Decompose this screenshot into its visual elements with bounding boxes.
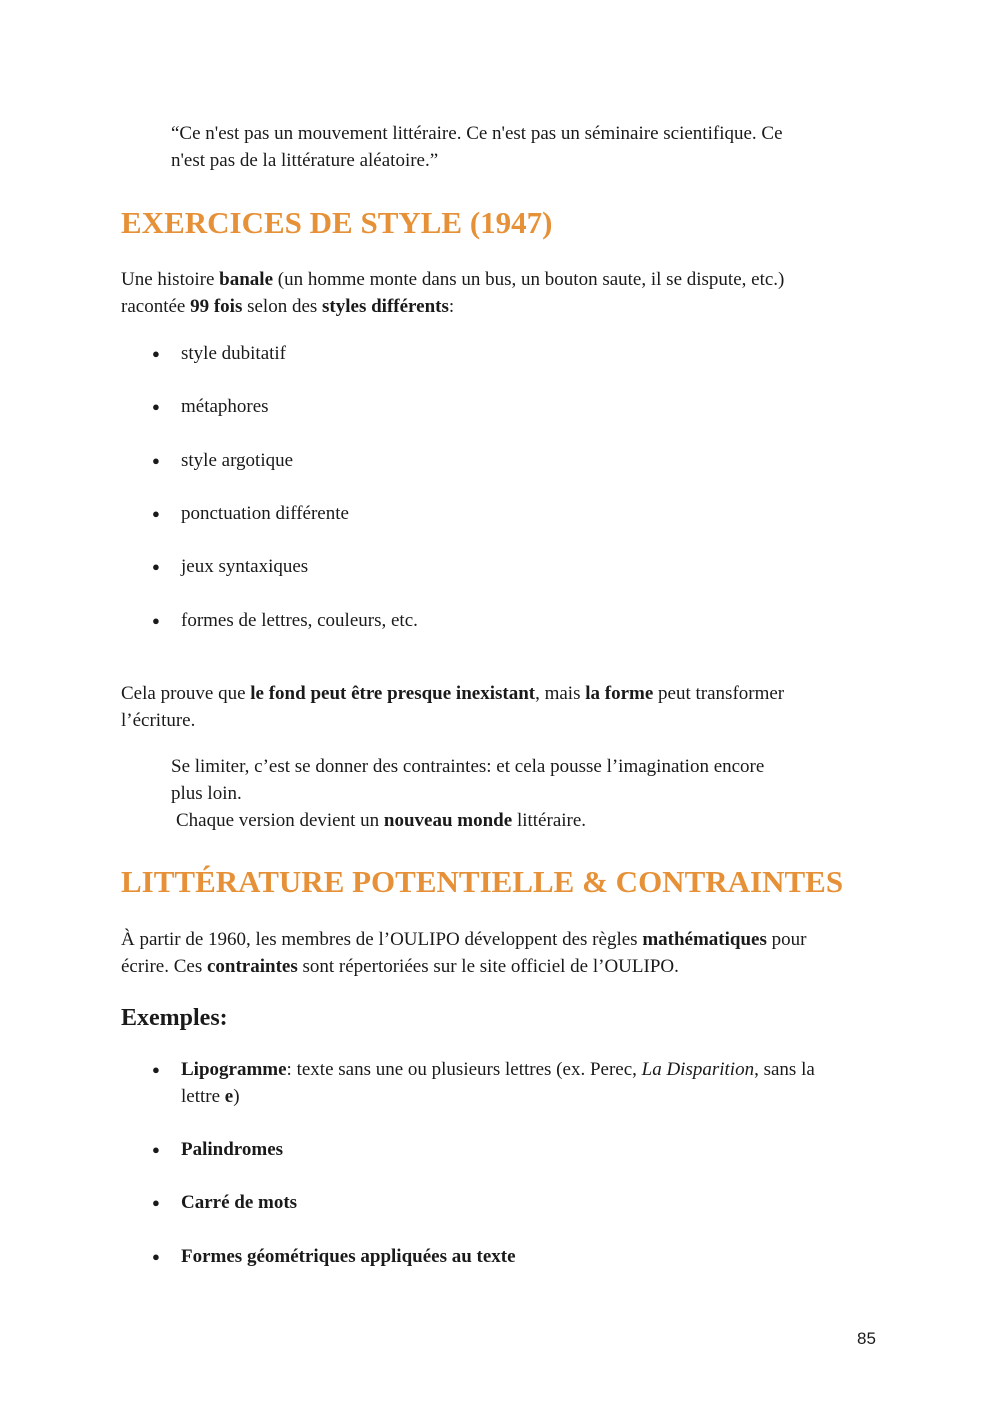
quote-top-line-2: n'est pas de la littérature aléatoire.” (171, 150, 439, 171)
bullet-icon: ● (152, 453, 160, 468)
section1-intro-line-1: Une histoire banale (un homme monte dans un bus, un bouton saute, il se dispute, etc.) (121, 269, 785, 290)
section-heading-litterature-potentielle: LITTÉRATURE POTENTIELLE & CONTRAINTES (121, 864, 844, 899)
bullet-icon: ● (152, 559, 160, 574)
bullet-icon: ● (152, 1249, 160, 1264)
bullet-icon: ● (152, 1142, 160, 1157)
bullet-icon: ● (152, 399, 160, 414)
bullet-icon: ● (152, 1195, 160, 1210)
list-item: style argotique (181, 450, 294, 471)
list-item: métaphores (181, 396, 269, 417)
page-number: 85 (857, 1329, 876, 1348)
list-item: jeux syntaxiques (181, 556, 309, 577)
section2-intro-line-2: écrire. Ces contraintes sont répertoriées sur le site officiel de l’OULIPO. (121, 956, 679, 977)
section1-intro-line-2: racontée 99 fois selon des styles différents: (121, 296, 455, 317)
section1-quote-line-2: plus loin. (171, 783, 242, 804)
section-heading-exercices-de-style: EXERCICES DE STYLE (1947) (121, 205, 553, 240)
list-item: style dubitatif (181, 343, 287, 364)
bullet-icon: ● (152, 346, 160, 361)
bullet-icon: ● (152, 613, 160, 628)
list-item-palindromes: Palindromes (181, 1139, 284, 1160)
subheading-exemples: Exemples: (121, 1005, 228, 1031)
section1-quote-line-1: Se limiter, c’est se donner des contraintes: et cela pousse l’imagination encore (171, 756, 765, 777)
section1-conclusion-line-1: Cela prouve que le fond peut être presque inexistant, mais la forme peut transformer (121, 683, 785, 704)
list-item-formes-geometriques: Formes géométriques appliquées au texte (181, 1246, 516, 1267)
list-item-carre-de-mots: Carré de mots (181, 1192, 298, 1213)
section1-quote-line-3: Chaque version devient un nouveau monde littéraire. (176, 810, 587, 831)
list-item: formes de lettres, couleurs, etc. (181, 610, 418, 631)
list-item: ponctuation différente (181, 503, 349, 524)
bullet-icon: ● (152, 1062, 160, 1077)
quote-top-line-1: “Ce n'est pas un mouvement littéraire. Ce n'est pas un séminaire scientifique. Ce (171, 123, 783, 144)
bullet-icon: ● (152, 506, 160, 521)
section1-conclusion-line-2: l’écriture. (121, 710, 196, 731)
list-item-lipogramme-line-1: Lipogramme: texte sans une ou plusieurs lettres (ex. Perec, La Disparition, sans la (181, 1059, 815, 1080)
list-item-lipogramme-line-2: lettre e) (181, 1086, 240, 1107)
section2-intro-line-1: À partir de 1960, les membres de l’OULIPO développent des règles mathématiques pour (121, 929, 807, 950)
